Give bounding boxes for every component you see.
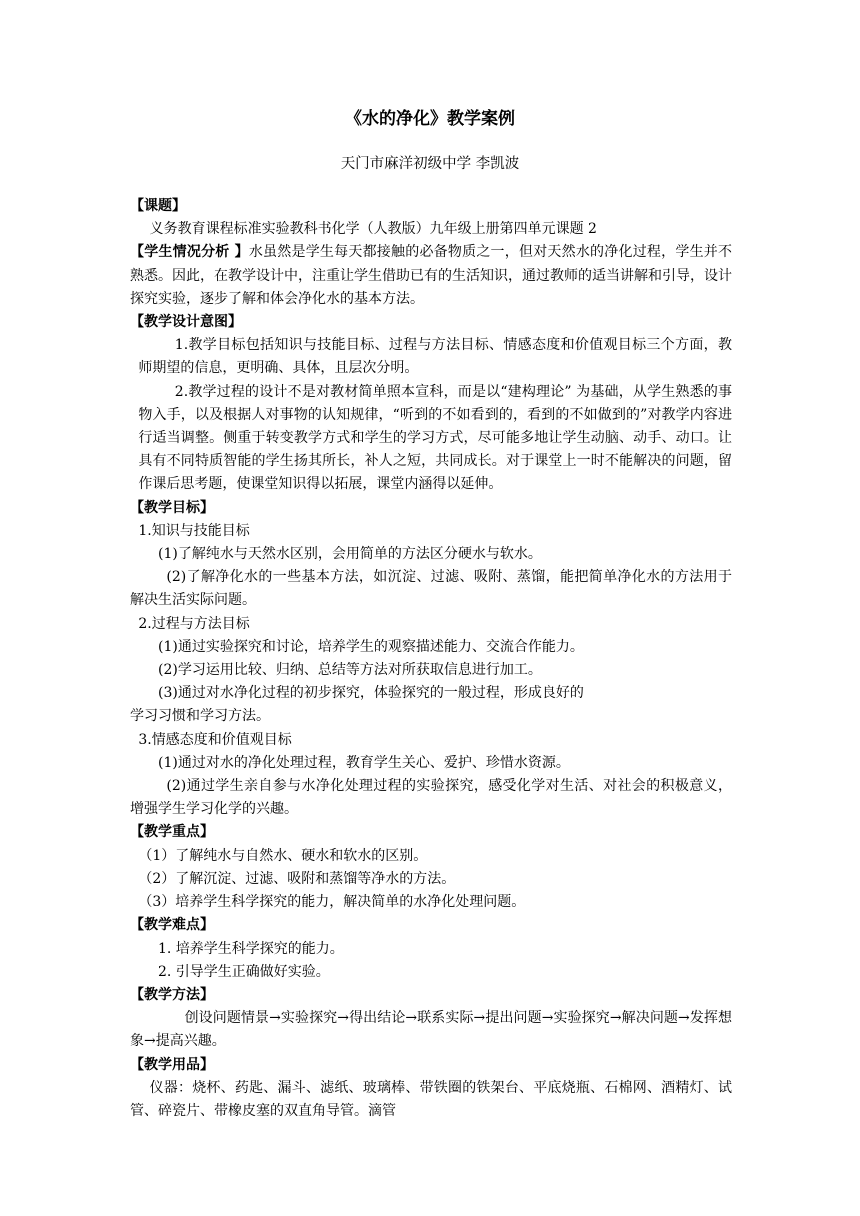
document-body: [130, 195, 732, 1123]
objective-process-title: 2.过程与方法目标: [138, 615, 250, 632]
section-heading-student-analysis: 【学生情况分析 】: [130, 244, 249, 261]
section-heading-methods: 【教学方法】: [130, 986, 214, 1003]
difficulty-item: 1. 培养学生科学探究的能力。: [158, 940, 344, 957]
design-intent-p1: 1.教学目标包括知识与技能目标、过程与方法目标、情感态度和价值观目标三个方面，教师期望的信息，更明确、具体，且层次分明。: [138, 337, 732, 377]
student-analysis-text: 水虽然是学生每天都接触的必备物质之一，但对天然水的净化过程，学生并不熟悉。因此，在教学设计中，注重让学生借助已有的生活知识，通过教师的适当讲解和引导，设计探究实验，逐步了解和体会净化水的基本方法。: [130, 244, 733, 307]
objective-knowledge-2: (2)了解净化水的一些基本方法，如沉淀、过滤、吸附、蒸馏，能把简单净化水的方法用于解决生活实际问题。: [130, 569, 732, 609]
key-point-item: （3）培养学生科学探究的能力，解决简单的水净化处理问题。: [138, 894, 526, 911]
author-line: 天门市麻洋初级中学 李凯波: [340, 156, 520, 172]
methods-text: 创设问题情景→实验探究→得出结论→联系实际→提出问题→实验探究→解决问题→发挥想象→提高兴趣。: [130, 1010, 732, 1050]
section-heading-supplies: 【教学用品】: [130, 1056, 214, 1073]
difficulty-item: 2. 引导学生正确做好实验。: [158, 963, 330, 980]
student-analysis-paragraph: [130, 241, 732, 311]
topic-text: 义务教育课程标准实验教科书化学（人教版）九年级上册第四单元课题 2: [149, 221, 597, 238]
page-title: 《水的净化》教学案例: [345, 109, 515, 129]
objective-process-2: (2)学习运用比较、归纳、总结等方法对所获取信息进行加工。: [158, 662, 542, 679]
objective-emotion-title: 3.情感态度和价值观目标: [138, 731, 292, 748]
section-heading-difficulties: 【教学难点】: [130, 917, 214, 934]
supplies-text: 仪器：烧杯、药匙、漏斗、滤纸、玻璃棒、带铁圈的铁架台、平底烧瓶、石棉网、酒精灯、试管、碎瓷片、带橡皮塞的双直角导管。滴管: [130, 1079, 732, 1119]
objective-knowledge-1: (1)了解纯水与天然水区别，会用简单的方法区分硬水与软水。: [158, 546, 542, 563]
design-intent-p2: 2.教学过程的设计不是对教材简单照本宣科，而是以“建构理论” 为基础，从学生熟悉的事物入手，以及根据人对事物的认知规律，“听到的不如看到的，看到的不如做到的”对教学内容进行适当调整。侧重于转变教学方式和学生的学习方式，尽可能多地让学生动脑、动手、动口。让具有不同特质智能的学生扬其所长，补人之短，共同成长。对于课堂上一时不能解决的问题，留作课后思考题，使课堂知识得以拓展，课堂内涵得以延伸。: [138, 383, 732, 493]
key-point-item: （2）了解沉淀、过滤、吸附和蒸馏等净水的方法。: [138, 870, 456, 887]
objective-process-3b: 学习习惯和学习方法。: [130, 708, 270, 725]
section-heading-topic: 【课题】: [130, 198, 186, 214]
objective-emotion-1: (1)通过对水的净化处理过程，教育学生关心、爱护、珍惜水资源。: [158, 754, 570, 771]
objective-process-1: (1)通过实验探究和讨论，培养学生的观察描述能力、交流合作能力。: [158, 638, 584, 655]
objective-emotion-2: (2)通过学生亲自参与水净化处理过程的实验探究，感受化学对生活、对社会的积极意义，增强学生学习化学的兴趣。: [130, 778, 732, 818]
section-heading-design-intent: 【教学设计意图】: [130, 314, 242, 331]
objective-process-3a: (3)通过对水净化过程的初步探究，体验探究的一般过程，形成良好的: [158, 685, 584, 702]
section-heading-objectives: 【教学目标】: [130, 499, 214, 516]
key-point-item: （1）了解纯水与自然水、硬水和软水的区别。: [138, 847, 428, 864]
section-heading-key-points: 【教学重点】: [130, 824, 214, 841]
objective-knowledge-title: 1.知识与技能目标: [138, 522, 250, 539]
